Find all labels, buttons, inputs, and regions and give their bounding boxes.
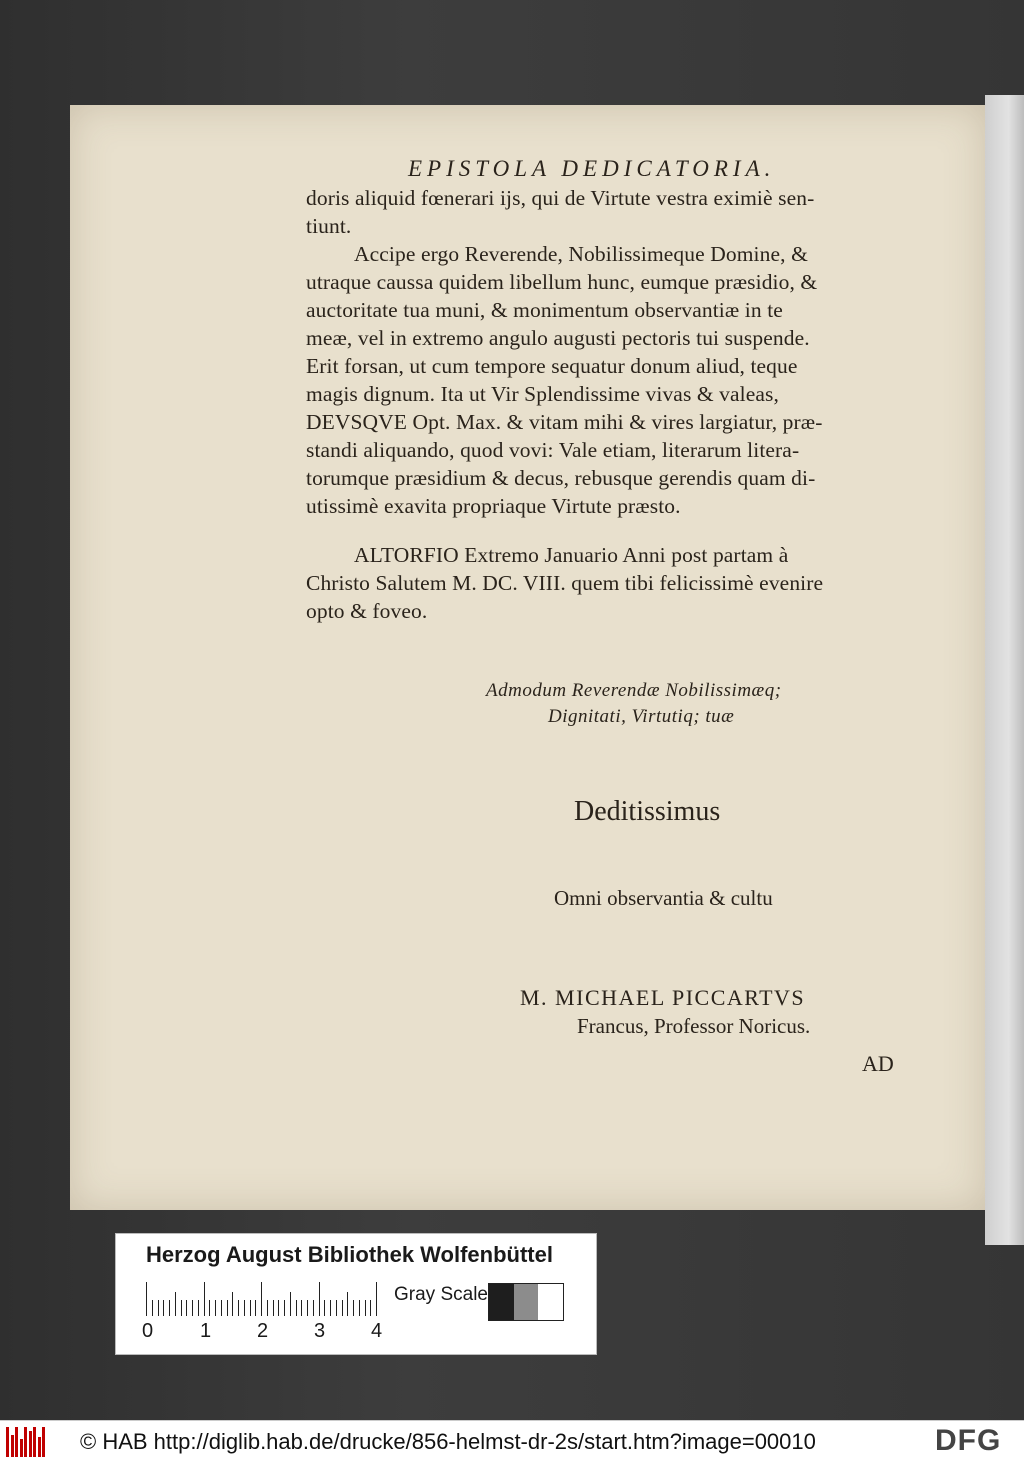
ruler-tick (232, 1292, 233, 1316)
ruler-tick (250, 1300, 251, 1316)
logo-bar (15, 1427, 18, 1457)
gray-swatch (514, 1284, 539, 1320)
ruler-tick (301, 1300, 302, 1316)
ruler-tick (370, 1300, 371, 1316)
ruler-tick (198, 1300, 199, 1316)
text-line: utissimè exavita propriaque Virtute præsto. (306, 494, 681, 518)
signoff-phrase: Omni observantia & cultu (554, 886, 773, 910)
text-line: opto & foveo. (306, 599, 428, 623)
text-line: torumque præsidium & decus, rebusque gerendis quam di- (306, 466, 816, 490)
ruler-number: 1 (200, 1320, 212, 1342)
logo-bar (24, 1427, 27, 1457)
dfg-logo: DFG (935, 1424, 1002, 1457)
author-title: Francus, Professor Noricus. (577, 1014, 811, 1038)
logo-bar (29, 1431, 32, 1457)
closing-salutation-2: Dignitati, Virtutiq; tuæ (548, 706, 735, 727)
logo-bar (38, 1437, 41, 1457)
logo-bar (11, 1435, 14, 1457)
ruler-tick (244, 1300, 245, 1316)
ruler-tick (273, 1300, 274, 1316)
text-line: tiunt. (306, 214, 352, 238)
ruler-tick (313, 1300, 314, 1316)
ruler-number: 3 (314, 1320, 326, 1342)
ruler-tick (204, 1282, 205, 1316)
ruler-tick (342, 1300, 343, 1316)
text-line: doris aliquid fœnerari ijs, qui de Virtute vestra eximiè sen- (306, 186, 815, 210)
text-line: auctoritate tua muni, & monimentum observantiæ in te (306, 298, 783, 322)
text-line: ALTORFIO Extremo Januario Anni post partam à (354, 543, 789, 567)
gray-swatch (489, 1284, 514, 1320)
signoff-word: Deditissimus (574, 796, 721, 827)
ruler-tick (336, 1300, 337, 1316)
catchword: AD (862, 1051, 894, 1076)
ruler-tick (307, 1300, 308, 1316)
ruler-tick (284, 1300, 285, 1316)
ruler-tick (158, 1300, 159, 1316)
ruler-tick (227, 1300, 228, 1316)
ruler-tick (238, 1300, 239, 1316)
author-name: M. MICHAEL PICCARTVS (520, 985, 806, 1010)
ruler-number: 4 (371, 1320, 383, 1342)
ruler-tick (152, 1300, 153, 1316)
ruler-tick (215, 1300, 216, 1316)
logo-bar (6, 1427, 9, 1457)
text-line: DEVSQVE Opt. Max. & vitam mihi & vires largiatur, præ- (306, 410, 823, 434)
ruler-tick (175, 1292, 176, 1316)
source-url[interactable]: © HAB http://diglib.hab.de/drucke/856-helmst-dr-2s/start.htm?image=00010 (80, 1429, 816, 1454)
gray-scale-label: Gray Scale (394, 1284, 488, 1305)
text-line: utraque caussa quidem libellum hunc, eumque præsidio, & (306, 270, 818, 294)
logo-bar (33, 1427, 36, 1457)
ruler-tick (290, 1292, 291, 1316)
text-line: standi aliquando, quod vovi: Vale etiam, literarum litera- (306, 438, 800, 462)
ruler-tick (376, 1282, 377, 1316)
ruler-tick (169, 1300, 170, 1316)
ruler-tick (359, 1300, 360, 1316)
ruler-tick (146, 1282, 147, 1316)
ruler-tick (209, 1300, 210, 1316)
ruler-tick (221, 1300, 222, 1316)
text-line: magis dignum. Ita ut Vir Splendissime vivas & valeas, (306, 382, 779, 406)
measurement-ruler (146, 1282, 378, 1316)
text-line: Christo Salutem M. DC. VIII. quem tibi felicissimè evenire (306, 571, 824, 595)
ruler-tick (353, 1300, 354, 1316)
ruler-number: 2 (257, 1320, 269, 1342)
ruler-tick (267, 1300, 268, 1316)
adjacent-page-edge (985, 95, 1024, 1245)
logo-bar (20, 1439, 23, 1457)
ruler-tick (255, 1300, 256, 1316)
text-line: Accipe ergo Reverende, Nobilissimeque Domine, & (354, 242, 808, 266)
gray-swatch (538, 1284, 563, 1320)
logo-bar (42, 1427, 45, 1457)
ruler-tick (181, 1300, 182, 1316)
gray-scale-swatch (488, 1283, 564, 1321)
ruler-tick (330, 1300, 331, 1316)
ruler-tick (319, 1282, 320, 1316)
ruler-tick (324, 1300, 325, 1316)
ruler-tick (186, 1300, 187, 1316)
ruler-tick (163, 1300, 164, 1316)
library-label-card (115, 1233, 597, 1355)
library-name: Herzog August Bibliothek Wolfenbüttel (146, 1242, 553, 1267)
text-line: Erit forsan, ut cum tempore sequatur donum aliud, teque (306, 354, 798, 378)
ruler-tick (296, 1300, 297, 1316)
ruler-tick (261, 1282, 262, 1316)
ruler-tick (278, 1300, 279, 1316)
hab-barcode-logo-icon (6, 1427, 48, 1457)
ruler-tick (192, 1300, 193, 1316)
page-header: EPISTOLA DEDICATORIA. (408, 156, 776, 181)
ruler-number: 0 (142, 1320, 154, 1342)
text-line: meæ, vel in extremo angulo augusti pectoris tui suspende. (306, 326, 810, 350)
ruler-tick (365, 1300, 366, 1316)
ruler-tick (347, 1292, 348, 1316)
closing-salutation: Admodum Reverendæ Nobilissimæq; (486, 680, 782, 701)
footer-bar (0, 1420, 1024, 1462)
